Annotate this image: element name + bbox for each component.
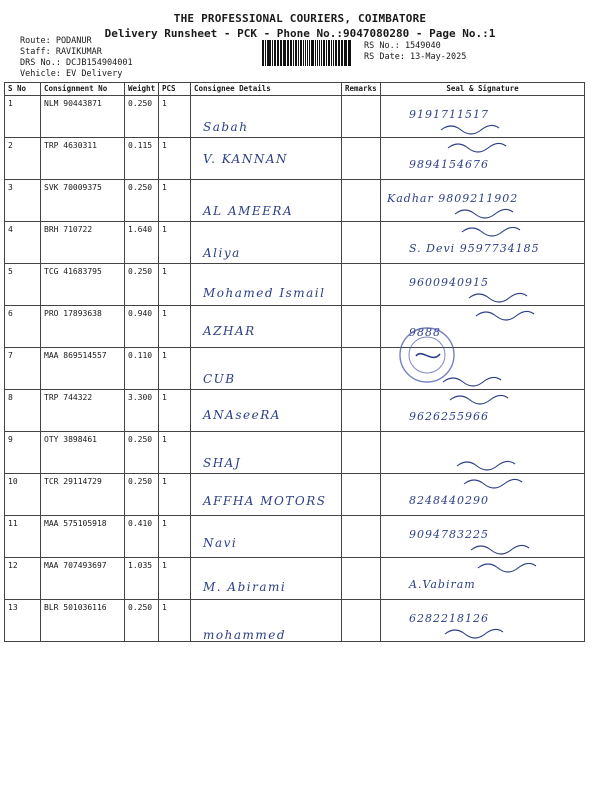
- consignee-cell: [191, 516, 342, 558]
- sno-cell: 2: [5, 138, 41, 180]
- remarks-cell: [342, 432, 381, 474]
- consignee-handwritten-name: Navi: [203, 536, 238, 550]
- pcs-cell: 1: [159, 516, 191, 558]
- pcs-cell: 1: [159, 348, 191, 390]
- weight-cell: 0.250: [125, 264, 159, 306]
- table-row: [5, 306, 585, 348]
- sno-cell: 11: [5, 516, 41, 558]
- remarks-cell: [342, 390, 381, 432]
- table-row: [5, 600, 585, 642]
- consignee-cell: [191, 600, 342, 642]
- handwritten-signature: 9894154676: [409, 158, 489, 171]
- table-row: [5, 180, 585, 222]
- remarks-cell: [342, 180, 381, 222]
- consignee-cell: [191, 390, 342, 432]
- consignee-handwritten-name: Aliya: [203, 246, 241, 260]
- table-header-row: [5, 83, 585, 96]
- signature-scrawl: [381, 264, 581, 304]
- vehicle-label: Vehicle: EV Delivery: [20, 69, 123, 79]
- signature-cell: [381, 600, 585, 642]
- consignment-no-cell: SVK 70009375: [41, 180, 125, 222]
- sno-cell: 3: [5, 180, 41, 222]
- table-row: [5, 348, 585, 390]
- consignment-no-cell: BRH 710722: [41, 222, 125, 264]
- handwritten-signature: 9888: [409, 326, 441, 339]
- col-pcs: PCS: [159, 83, 191, 96]
- table-row: [5, 138, 585, 180]
- pcs-cell: 1: [159, 600, 191, 642]
- consignee-handwritten-name: Mohamed Ismail: [203, 286, 326, 300]
- handwritten-signature: 9094783225: [409, 528, 489, 541]
- pcs-cell: 1: [159, 306, 191, 348]
- table-row: [5, 222, 585, 264]
- weight-cell: 1.035: [125, 558, 159, 600]
- route-label: Route: PODANUR: [20, 36, 92, 46]
- consignee-cell: [191, 96, 342, 138]
- signature-scrawl: [381, 96, 581, 136]
- sno-cell: 9: [5, 432, 41, 474]
- sno-cell: 12: [5, 558, 41, 600]
- consignee-cell: [191, 180, 342, 222]
- col-weight: Weight: [125, 83, 159, 96]
- pcs-cell: 1: [159, 558, 191, 600]
- remarks-cell: [342, 306, 381, 348]
- consignee-cell: [191, 558, 342, 600]
- consignment-no-cell: TCG 41683795: [41, 264, 125, 306]
- signature-scrawl: [381, 180, 581, 220]
- signature-cell: [381, 264, 585, 306]
- consignee-handwritten-name: V. KANNAN: [203, 152, 289, 166]
- pcs-cell: 1: [159, 96, 191, 138]
- consignment-no-cell: TRP 4630311: [41, 138, 125, 180]
- weight-cell: 3.300: [125, 390, 159, 432]
- handwritten-signature: S. Devi 9597734185: [409, 242, 540, 255]
- pcs-cell: 1: [159, 390, 191, 432]
- consignment-no-cell: TCR 29114729: [41, 474, 125, 516]
- consignment-no-cell: TRP 744322: [41, 390, 125, 432]
- handwritten-signature: A.Vabiram: [409, 578, 476, 591]
- signature-scrawl: [381, 138, 581, 178]
- handwritten-signature: Kadhar 9809211902: [387, 192, 519, 205]
- pcs-cell: 1: [159, 180, 191, 222]
- table-row: [5, 558, 585, 600]
- delivery-table: [4, 82, 585, 642]
- consignee-cell: [191, 222, 342, 264]
- remarks-cell: [342, 516, 381, 558]
- consignee-cell: [191, 432, 342, 474]
- company-title: THE PROFESSIONAL COURIERS, COIMBATORE: [173, 12, 427, 25]
- consignee-cell: [191, 348, 342, 390]
- pcs-cell: 1: [159, 138, 191, 180]
- consignment-no-cell: MAA 707493697: [41, 558, 125, 600]
- weight-cell: 0.250: [125, 432, 159, 474]
- signature-scrawl: [381, 474, 581, 514]
- sno-cell: 1: [5, 96, 41, 138]
- weight-cell: 0.940: [125, 306, 159, 348]
- sno-cell: 5: [5, 264, 41, 306]
- weight-cell: 0.410: [125, 516, 159, 558]
- col-seal-signature: Seal & Signature: [381, 83, 585, 96]
- consignee-cell: [191, 138, 342, 180]
- signature-cell: [381, 96, 585, 138]
- signature-scrawl: [381, 558, 581, 598]
- barcode-image: [262, 40, 352, 66]
- table-row: [5, 96, 585, 138]
- consignee-handwritten-name: ANAseeRA: [203, 408, 281, 422]
- consignment-no-cell: PRO 17893638: [41, 306, 125, 348]
- remarks-cell: [342, 222, 381, 264]
- table-row: [5, 474, 585, 516]
- signature-scrawl: [381, 516, 581, 556]
- staff-label: Staff: RAVIKUMAR: [20, 47, 102, 57]
- remarks-cell: [342, 558, 381, 600]
- consignment-no-cell: MAA 869514557: [41, 348, 125, 390]
- signature-cell: [381, 390, 585, 432]
- weight-cell: 0.250: [125, 474, 159, 516]
- consignee-cell: [191, 264, 342, 306]
- pcs-cell: 1: [159, 432, 191, 474]
- handwritten-signature: 6282218126: [409, 612, 489, 625]
- table-row: [5, 516, 585, 558]
- branch-stamp: [398, 326, 456, 384]
- remarks-cell: [342, 138, 381, 180]
- col-sno: S No: [5, 83, 41, 96]
- col-remarks: Remarks: [342, 83, 381, 96]
- consignment-no-cell: NLM 90443871: [41, 96, 125, 138]
- route-info: [20, 36, 133, 80]
- sno-cell: 7: [5, 348, 41, 390]
- sno-cell: 4: [5, 222, 41, 264]
- sno-cell: 8: [5, 390, 41, 432]
- weight-cell: 0.250: [125, 96, 159, 138]
- rs-date: RS Date: 13-May-2025: [364, 52, 467, 62]
- handwritten-signature: 9600940915: [409, 276, 489, 289]
- remarks-cell: [342, 474, 381, 516]
- table-row: [5, 264, 585, 306]
- sno-cell: 13: [5, 600, 41, 642]
- signature-cell: [381, 138, 585, 180]
- signature-scrawl: [381, 432, 581, 472]
- signature-cell: [381, 516, 585, 558]
- rs-number: RS No.: 1549040: [364, 41, 441, 51]
- runsheet-title: Delivery Runsheet - PCK - Phone No.:9047080280 - Page No.:1: [104, 27, 496, 40]
- weight-cell: 1.640: [125, 222, 159, 264]
- consignee-handwritten-name: CUB: [203, 372, 236, 386]
- col-consignment: Consignment No: [41, 83, 125, 96]
- remarks-cell: [342, 264, 381, 306]
- signature-scrawl: [381, 600, 581, 640]
- pcs-cell: 1: [159, 222, 191, 264]
- remarks-cell: [342, 600, 381, 642]
- remarks-cell: [342, 348, 381, 390]
- consignee-handwritten-name: Sabah: [203, 120, 249, 134]
- consignee-handwritten-name: AFFHA MOTORS: [203, 494, 327, 508]
- table-row: [5, 432, 585, 474]
- signature-cell: [381, 222, 585, 264]
- sno-cell: 6: [5, 306, 41, 348]
- handwritten-signature: 9191711517: [409, 108, 489, 121]
- consignee-handwritten-name: M. Abirami: [203, 580, 287, 594]
- signature-cell: [381, 432, 585, 474]
- col-consignee: Consignee Details: [191, 83, 342, 96]
- pcs-cell: 1: [159, 264, 191, 306]
- signature-cell: [381, 180, 585, 222]
- consignee-handwritten-name: AL AMEERA: [203, 204, 294, 218]
- consignment-no-cell: OTY 3898461: [41, 432, 125, 474]
- pcs-cell: 1: [159, 474, 191, 516]
- signature-scrawl: [381, 390, 581, 430]
- consignee-cell: [191, 474, 342, 516]
- weight-cell: 0.110: [125, 348, 159, 390]
- rs-info: [364, 41, 466, 63]
- consignee-handwritten-name: SHAJ: [203, 456, 242, 470]
- remarks-cell: [342, 96, 381, 138]
- table-row: [5, 390, 585, 432]
- consignee-cell: [191, 306, 342, 348]
- consignee-handwritten-name: AZHAR: [203, 324, 256, 338]
- signature-cell: [381, 558, 585, 600]
- drs-label: DRS No.: DCJB154904001: [20, 58, 133, 68]
- handwritten-signature: 8248440290: [409, 494, 489, 507]
- sno-cell: 10: [5, 474, 41, 516]
- consignee-handwritten-name: mohammed: [203, 628, 287, 642]
- consignment-no-cell: BLR 501036116: [41, 600, 125, 642]
- weight-cell: 0.250: [125, 600, 159, 642]
- weight-cell: 0.250: [125, 180, 159, 222]
- handwritten-signature: 9626255966: [409, 410, 489, 423]
- signature-cell: [381, 474, 585, 516]
- consignment-no-cell: MAA 575105918: [41, 516, 125, 558]
- signature-scrawl: [381, 222, 581, 262]
- weight-cell: 0.115: [125, 138, 159, 180]
